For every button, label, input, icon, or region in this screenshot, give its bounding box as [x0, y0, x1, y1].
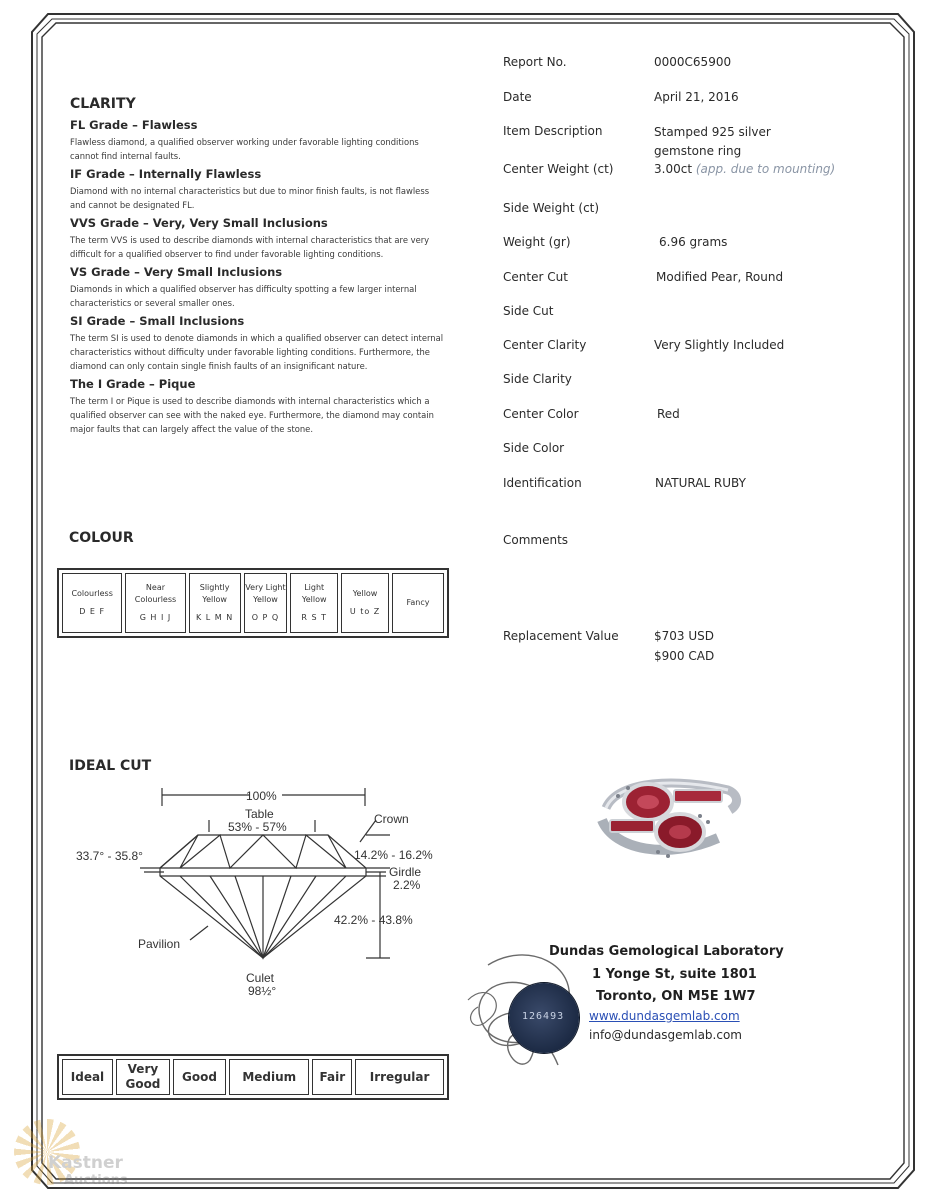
lab-address-2: Toronto, ON M5E 1W7 — [596, 989, 756, 1004]
report-label: Side Color — [503, 441, 565, 455]
report-label: Comments — [503, 533, 569, 547]
culet-angle-label: 98½° — [248, 984, 277, 998]
report-value: 6.96 grams — [659, 235, 728, 249]
colour-cell — [125, 573, 185, 633]
center-weight-value: 3.00ct — [654, 162, 693, 176]
report-value: NATURAL RUBY — [655, 476, 746, 490]
grade-desc: Diamond with no internal characteristics but due to minor finish faults, is not flawless and cannot be designated FL. — [70, 186, 430, 210]
grade-vvs — [70, 216, 450, 261]
grade-title: VS Grade – Very Small Inclusions — [70, 265, 283, 279]
grade-desc: The term VVS is used to describe diamonds with internal characteristics that are very difficult for a qualified observer to find under favorable lighting conditions. — [70, 235, 430, 259]
clarity-title: CLARITY — [70, 96, 136, 112]
cut-grade-cell: Fair — [312, 1059, 352, 1095]
report-label: Date — [503, 90, 532, 104]
watermark-line2: Auctions — [64, 1173, 128, 1188]
colour-title: COLOUR — [69, 530, 134, 546]
report-label: Center Weight (ct) — [503, 162, 614, 176]
watermark-line1: Kastner — [48, 1153, 123, 1173]
ring-photo — [588, 760, 748, 870]
colour-cell — [244, 573, 288, 633]
lab-name: Dundas Gemological Laboratory — [549, 944, 784, 959]
grade-desc: Flawless diamond, a qualified observer working under favorable lighting conditions cannot find internal faults. — [70, 137, 419, 161]
colour-scale — [57, 568, 449, 638]
report-label: Side Weight (ct) — [503, 201, 600, 215]
grade-i — [70, 377, 450, 436]
cut-grade-cell: Good — [173, 1059, 226, 1095]
grade-fl — [70, 118, 450, 163]
report-label: Replacement Value — [503, 629, 619, 643]
grade-if — [70, 167, 450, 212]
report-label: Center Color — [503, 407, 579, 421]
colour-label: Colourless — [71, 589, 113, 598]
lab-seal — [509, 983, 579, 1053]
grade-title: The I Grade – Pique — [70, 377, 196, 391]
colour-code: U to Z — [349, 607, 381, 616]
colour-cell — [392, 573, 444, 633]
girdle-label: Girdle — [389, 865, 422, 879]
center-weight-note: (app. due to mounting) — [695, 162, 836, 176]
report-value: 0000C65900 — [654, 55, 732, 69]
colour-code: R S T — [301, 613, 328, 622]
report-label: Report No. — [503, 55, 567, 69]
grade-title: VVS Grade – Very, Very Small Inclusions — [70, 216, 328, 230]
culet-label: Culet — [246, 971, 275, 985]
colour-code: K L M N — [196, 613, 234, 622]
clarity-list — [70, 118, 450, 436]
report-label: Center Clarity — [503, 338, 587, 352]
report-value: Red — [657, 407, 680, 421]
report-value: April 21, 2016 — [654, 90, 739, 104]
lab-email: info@dundasgemlab.com — [589, 1028, 742, 1042]
lab-address-1: 1 Yonge St, suite 1801 — [592, 967, 757, 982]
grade-title: FL Grade – Flawless — [70, 118, 198, 132]
report-value: $703 USD — [654, 629, 714, 643]
cut-grade-cell: Ideal — [62, 1059, 113, 1095]
report-label: Side Cut — [503, 304, 554, 318]
colour-label: Slightly Yellow — [199, 583, 230, 604]
crown-height-label: 14.2% - 16.2% — [354, 848, 433, 862]
table-label: Table — [245, 807, 274, 821]
diamond-diagram — [60, 780, 460, 1000]
auction-watermark — [8, 1115, 138, 1195]
report-value: Very Slightly Included — [654, 338, 785, 352]
grade-title: IF Grade – Internally Flawless — [70, 167, 262, 181]
cut-grade-scale — [57, 1054, 449, 1100]
report-value: Modified Pear, Round — [656, 270, 784, 284]
colour-code: D E F — [79, 607, 106, 616]
report-label: Item Description — [503, 124, 603, 138]
colour-label: Light Yellow — [301, 583, 327, 604]
colour-label: Near Colourless — [134, 583, 177, 604]
girdle-pct-label: 2.2% — [393, 878, 421, 892]
colour-label: Very Light Yellow — [245, 583, 286, 604]
colour-code: O P Q — [251, 613, 280, 622]
ideal-cut-title: IDEAL CUT — [69, 758, 152, 774]
colour-code: G H I J — [139, 613, 172, 622]
crown-angle-label: 33.7° - 35.8° — [76, 849, 143, 863]
report-value-2: $900 CAD — [654, 649, 715, 663]
crown-label: Crown — [374, 812, 409, 826]
lab-website-link[interactable]: www.dundasgemlab.com — [589, 1009, 740, 1023]
grade-title: SI Grade – Small Inclusions — [70, 314, 245, 328]
report-value: Stamped 925 silver gemstone ring — [654, 125, 771, 158]
table-range-label: 53% - 57% — [228, 820, 287, 834]
grade-desc: The term SI is used to denote diamonds in which a qualified observer can detect internal characteristics without difficulty under favorable lighting conditions. Furthermore, the diamond can only contain single finish faults of an insignificant nature. — [70, 333, 444, 371]
colour-cell — [62, 573, 122, 633]
colour-cell — [341, 573, 389, 633]
grade-desc: Diamonds in which a qualified observer has difficulty spotting a few larger internal characteristics or several smaller ones. — [70, 284, 417, 308]
pavilion-depth-label: 42.2% - 43.8% — [334, 913, 413, 927]
cut-grade-cell: Very Good — [116, 1059, 170, 1095]
pavilion-label: Pavilion — [138, 937, 181, 951]
grade-desc: The term I or Pique is used to describe diamonds with internal characteristics which a qualified observer can see with the naked eye. Furthermore, the diamond may contain major faults that can largely affect the value of the stone. — [70, 396, 434, 434]
grade-vs — [70, 265, 450, 310]
grade-si — [70, 314, 450, 373]
colour-label: Fancy — [406, 598, 430, 607]
cut-grade-cell: Medium — [229, 1059, 309, 1095]
colour-cell — [290, 573, 338, 633]
report-label: Center Cut — [503, 270, 568, 284]
report-value — [654, 162, 835, 176]
cut-grade-cell: Irregular — [355, 1059, 444, 1095]
report-label: Side Clarity — [503, 372, 572, 386]
seal-number: 126493 — [522, 1011, 565, 1022]
report-label: Weight (gr) — [503, 235, 571, 249]
colour-cell — [189, 573, 241, 633]
colour-label: Yellow — [352, 589, 378, 598]
width-label: 100% — [246, 789, 277, 803]
report-label: Identification — [503, 476, 582, 490]
